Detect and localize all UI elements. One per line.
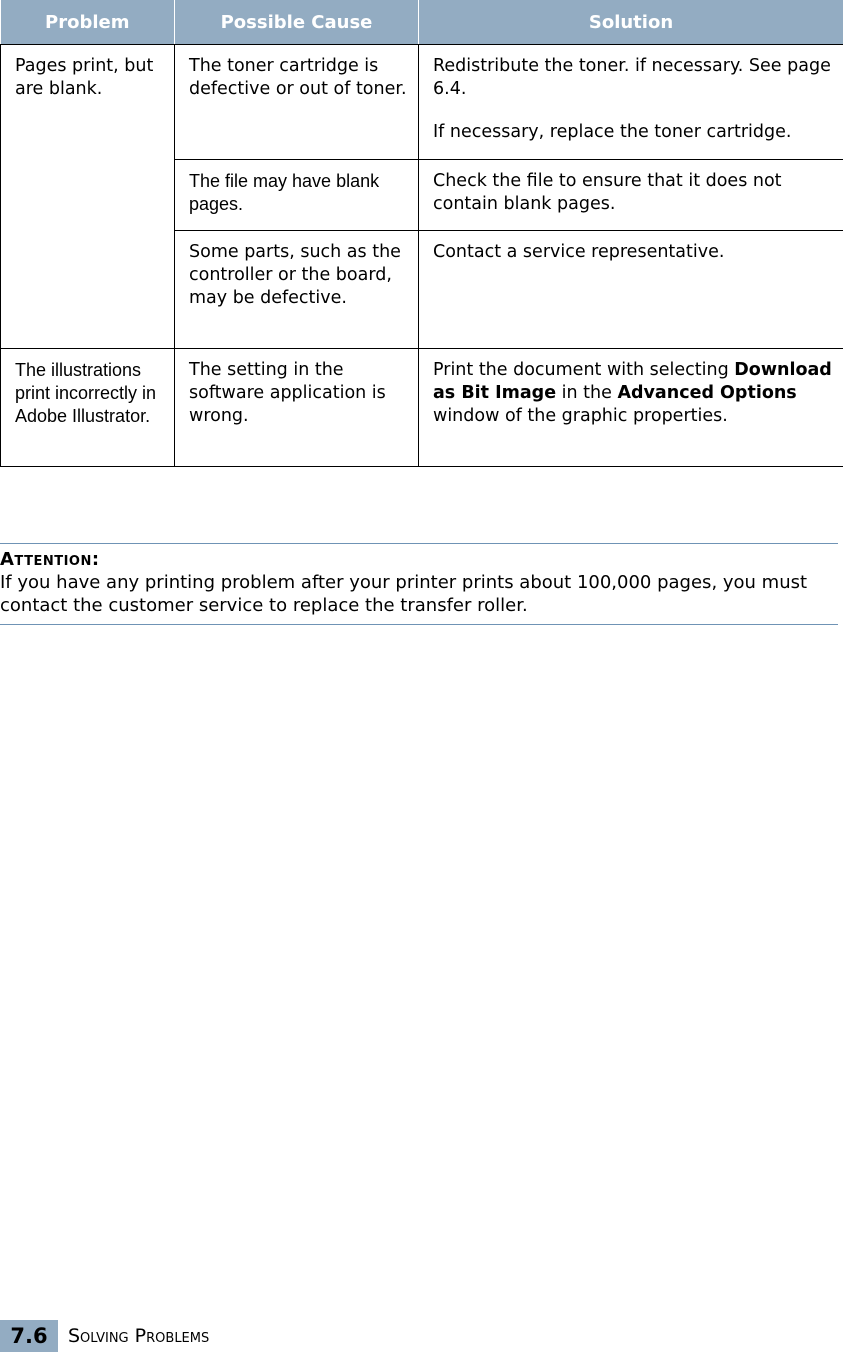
cause-cell: Some parts, such as the controller or the board, may be defective. (175, 231, 419, 349)
section-title: Solving Problems (68, 1325, 209, 1347)
troubleshooting-table (0, 0, 843, 467)
attention-text: If you have any printing problem after your printer prints about 100,000 pages, you must contact the customer service to replace the transfer roller. (0, 571, 838, 617)
solution-text: in the (556, 383, 617, 403)
solution-cell: Check the file to ensure that it does not contain blank pages. (419, 160, 843, 231)
solution-text: If necessary, replace the toner cartridge. (433, 121, 835, 144)
solution-cell (419, 349, 843, 467)
solution-text: window of the graphic properties. (433, 406, 728, 426)
header-solution: Solution (419, 0, 843, 45)
solution-text: Print the document with selecting (433, 360, 734, 380)
problem-cell: The illustrations print incorrectly in Adobe Illustrator. (1, 349, 175, 467)
page-footer (0, 1320, 209, 1352)
attention-title: Attention: (0, 548, 838, 571)
solution-cell (419, 45, 843, 160)
cause-cell: The toner cartridge is defective or out of toner. (175, 45, 419, 160)
table-header-row (1, 0, 843, 45)
table-row (1, 45, 843, 160)
attention-note (0, 543, 838, 625)
solution-bold-text: Advanced Options (617, 383, 796, 403)
solution-cell: Contact a service representative. (419, 231, 843, 349)
page-number: 7.6 (0, 1320, 58, 1352)
cause-cell: The setting in the software application is wrong. (175, 349, 419, 467)
problem-cell: Pages print, but are blank. (1, 45, 175, 349)
header-problem: Problem (1, 0, 175, 45)
header-possible-cause: Possible Cause (175, 0, 419, 45)
solution-bold-text: Download as Bit Image (433, 360, 832, 403)
cause-cell: The file may have blank pages. (175, 160, 419, 231)
solution-text: Redistribute the toner. if necessary. See page 6.4. (433, 55, 835, 101)
table-row (1, 349, 843, 467)
